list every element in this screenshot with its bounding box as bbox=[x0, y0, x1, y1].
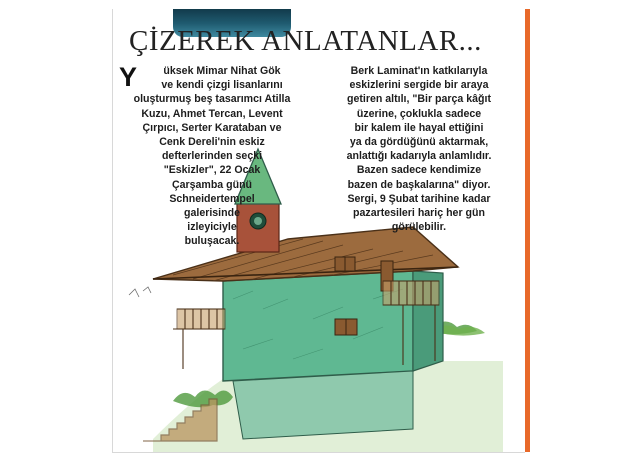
text-line: ya da gördüğünü aktarmak, bbox=[349, 136, 489, 149]
text-line: izleyiciyle bbox=[187, 221, 237, 234]
text-line: anlattığı kadarıyla anlamlıdır. bbox=[346, 150, 492, 163]
text-line: getiren altılı, "Bir parça kâğıt bbox=[347, 93, 491, 106]
text-line: üksek Mimar Nihat Gök bbox=[163, 65, 281, 77]
text-line: ve kendi çizgi lisanlarını bbox=[161, 79, 283, 92]
margin-sketch-marks bbox=[129, 287, 151, 297]
left-text-column bbox=[119, 64, 305, 249]
text-line: Berk Laminat'ın katkılarıyla bbox=[350, 65, 488, 77]
headline: ÇİZEREK ANLATANLAR... bbox=[129, 25, 482, 57]
text-line: buluşacak. bbox=[184, 235, 240, 248]
text-line: pazartesileri hariç her gün bbox=[353, 207, 485, 220]
magazine-clipping bbox=[112, 9, 525, 453]
text-line: Sergi, 9 Şubat tarihine kadar bbox=[347, 192, 491, 205]
text-line: Çarşamba günü bbox=[171, 178, 253, 191]
left-balcony bbox=[173, 309, 225, 369]
right-text-column bbox=[313, 64, 525, 234]
orange-accent-rule bbox=[525, 9, 530, 452]
text-line: galerisinde bbox=[184, 207, 240, 220]
text-line: Kuzu, Ahmet Tercan, Levent bbox=[141, 107, 283, 120]
text-line: defterlerinden seçki bbox=[161, 150, 263, 163]
text-line: oluşturmuş beş tasarımcı Atilla bbox=[133, 93, 291, 106]
text-line: görülebilir. bbox=[391, 221, 447, 234]
dropcap-letter: Y bbox=[119, 62, 138, 92]
text-line: bir kalem ile hayal ettiğini bbox=[354, 121, 484, 134]
text-line: Schneidertempel bbox=[169, 192, 255, 205]
text-line: Çırpıcı, Serter Karataban ve bbox=[142, 121, 282, 134]
text-line: "Eskizler", 22 Ocak bbox=[163, 164, 261, 177]
text-line: bazen de başkalarına" diyor. bbox=[347, 178, 491, 191]
text-line: Cenk Dereli'nin eskiz bbox=[159, 136, 265, 149]
text-line: üzerine, çoklukla sadece bbox=[356, 107, 482, 120]
text-line: Bazen sadece kendimize bbox=[356, 164, 482, 177]
text-line: eskizlerini sergide bir araya bbox=[349, 79, 489, 92]
